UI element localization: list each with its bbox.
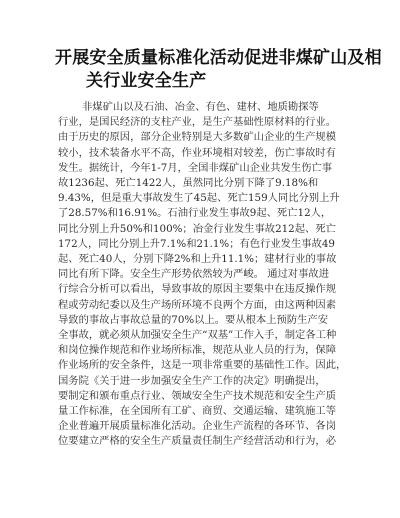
body-line: 全事故，就必须从加强安全生产“双基”工作入手，制定各工种 [58,329,337,342]
body-line: 起、死亡40人，分别下降2%和上升11.1%；建材行业的事故 [58,253,337,266]
title-line-1: 开展安全质量标准化活动促进非煤矿山及相 [55,48,382,68]
body-line: 程或劳动纪委以及生产场所环境不良两个方面，由这两种因素 [58,298,337,311]
body-line: 172人，同比分别上升7.1%和21.1%；有色行业发生事故49 [58,237,335,250]
body-line: 行业，是国民经济的支柱产业，是生产基础性原材料的行业。 [58,116,337,129]
body-line: 和岗位操作规范和作业场所标准，规范从业人员的行为，保障 [58,344,337,357]
body-line: 了28.57%和16.91%。石油行业发生事故9起、死亡12人， [58,207,332,220]
body-line: 同比有所下降。安全生产形势依然较为严峻。 通过对事故进 [58,268,329,281]
body-line: 企业普遍开展质量标准化活动。企业生产流程的各环节、各岗 [58,420,337,433]
body-line: 作业场所的安全条件，这是一项非常重要的基础性工作。因此， [58,359,347,372]
document-body [58,100,354,450]
body-line: 同比分别上升50%和100%；冶金行业发生事故212起、死亡 [58,222,336,235]
body-line: 要制定和颁布重点行业、领域安全生产技术规范和安全生产质 [58,389,337,402]
body-line: 发生。据统计，今年1-7月，全国非煤矿山企业共发生伤亡事 [58,161,333,174]
body-line: 非煤矿山以及石油、冶金、有色、建材、地质勘探等 [82,101,319,113]
body-line: 量工作标准，在全国所有工矿、商贸、交通运输、建筑施工等 [58,405,337,418]
body-line: 导致的事故占事故总量的70%以上。要从根本上预防生产安 [58,313,329,326]
body-line: 9.43%，但是重大事故发生了45起、死亡159人同比分别上升 [58,192,340,205]
body-line: 位要建立严格的安全生产质量责任制生产经营活动和行为，必 [58,435,337,448]
body-line: 故1236起、死亡1422人，虽然同比分别下降了9.18%和 [58,177,319,190]
title-line-2: 关行业安全生产 [86,71,207,91]
body-line: 由于历史的原因，部分企业特别是大多数矿山企业的生产规模 [58,131,337,144]
body-line: 行综合分析可以看出，导致事故的原因主要集中在违反操作规 [58,283,337,296]
body-line: 较小，技术装备水平不高，作业环境相对较差，伤亡事故时有 [58,146,337,159]
document-title [55,47,382,93]
body-line: 国务院《关于进一步加强安全生产工作的决定》明确提出， [58,374,326,387]
